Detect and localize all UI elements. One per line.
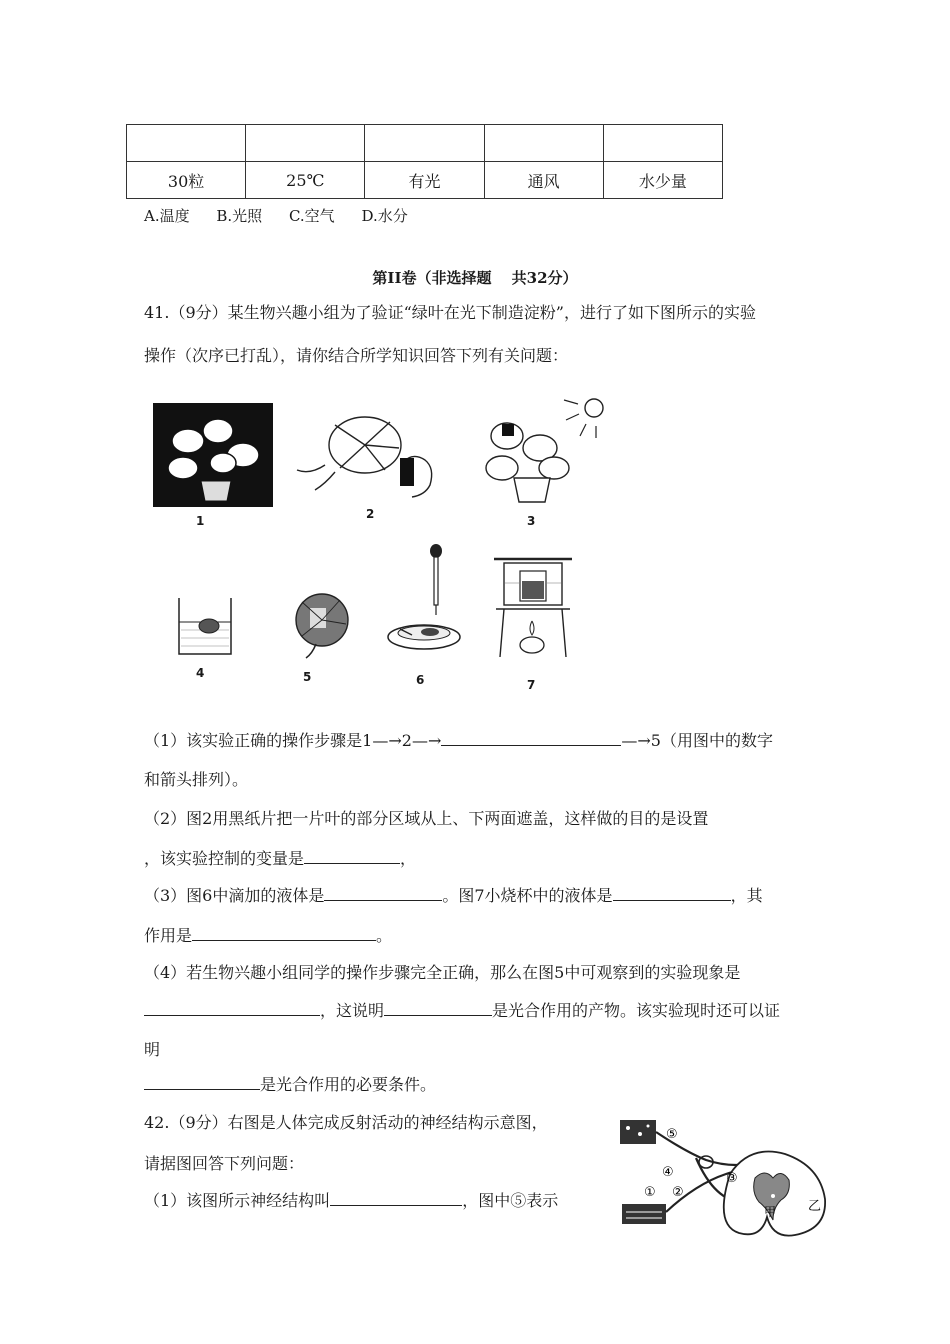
q41-part1-text-b: —→5（用图中的数字 xyxy=(621,731,773,750)
fig4-label: 4 xyxy=(196,666,205,680)
q41-part4-line1: （4）若生物兴趣小组同学的操作步骤完全正确，那么在图5中可观察到的实验现象是 xyxy=(144,963,741,982)
q42-intro-line1: 42.（9分）右图是人体完成反射活动的神经结构示意图， xyxy=(144,1113,548,1132)
option-c: C.空气 xyxy=(288,207,335,225)
table-cell: 30粒 xyxy=(127,162,246,199)
option-b: B.光照 xyxy=(216,207,263,225)
q41-part4-text-c: 是光合作用的产物。该实验现时还可以证 xyxy=(492,1001,781,1020)
q41-intro-line2: 操作（次序已打乱），请你结合所学知识回答下列有关问题： xyxy=(144,346,569,365)
q41-part3-text-c: ，其 xyxy=(730,886,763,905)
table-row xyxy=(127,162,723,199)
q42-intro-line2: 请据图回答下列问题： xyxy=(144,1154,305,1173)
diagram-label-2: ② xyxy=(672,1185,684,1200)
answer-blank[interactable] xyxy=(304,847,400,864)
answer-blank[interactable] xyxy=(384,999,492,1016)
q41-part2-line2 xyxy=(144,846,416,869)
answer-blank[interactable] xyxy=(613,884,731,901)
q41-part4-text-e: 是光合作用的必要条件。 xyxy=(260,1075,437,1094)
answer-blank[interactable] xyxy=(441,729,621,746)
q41-part3-text-e: 。 xyxy=(376,926,393,945)
diagram-label-4: ④ xyxy=(662,1165,674,1180)
q41-part3-text-b: 。图7小烧杯中的液体是 xyxy=(442,886,613,905)
answer-blank[interactable] xyxy=(330,1189,462,1206)
diagram-label-jia: 甲 xyxy=(764,1205,777,1219)
fig5-stained-leaf-illustration xyxy=(292,590,352,662)
table-cell xyxy=(365,125,484,162)
q42-part1-line1 xyxy=(144,1188,558,1211)
q41-part1-line1 xyxy=(144,728,773,751)
q41-part4-line2 xyxy=(144,998,780,1021)
q41-part4-text-b: ，这说明 xyxy=(320,1001,385,1020)
q41-part2-line1: （2）图2用黑纸片把一片叶的部分区域从上、下两面遮盖，这样做的目的是设置 xyxy=(144,809,709,828)
fig4-beaker-illustration xyxy=(175,596,237,658)
reflex-arc-diagram xyxy=(600,1112,840,1252)
q41-part2-text-b: ，该实验控制的变量是 xyxy=(144,849,305,868)
option-a: A.温度 xyxy=(144,207,190,225)
q41-part1-line2: 和箭头排列）。 xyxy=(144,770,249,789)
answer-blank[interactable] xyxy=(144,1073,260,1090)
table-row xyxy=(127,125,723,162)
diagram-label-3: ③ xyxy=(726,1171,738,1186)
q41-part1-text-a: （1）该实验正确的操作步骤是1—→2—→ xyxy=(144,731,442,750)
table-cell: 通风 xyxy=(484,162,603,199)
q41-part3-text-d: 作用是 xyxy=(144,926,193,945)
table-cell xyxy=(127,125,246,162)
answer-blank[interactable] xyxy=(192,924,376,941)
table-cell xyxy=(484,125,603,162)
diagram-label-5: ⑤ xyxy=(666,1127,678,1142)
fig6-label: 6 xyxy=(416,673,425,687)
answer-options xyxy=(144,205,430,226)
table-cell xyxy=(246,125,365,162)
q41-part3-text-a: （3）图6中滴加的液体是 xyxy=(144,886,325,905)
fig6-dropper-dish-illustration xyxy=(384,543,464,661)
fig7-label: 7 xyxy=(527,678,536,692)
q41-part3-line2 xyxy=(144,923,392,946)
fig2-leaf-cover-illustration xyxy=(295,410,445,500)
fig1-dark-box-illustration xyxy=(153,403,273,507)
fig2-label: 2 xyxy=(366,507,375,521)
section-title: 第II卷（非选择题 共32分） xyxy=(372,269,578,287)
q42-part1-text-a: （1）该图所示神经结构叫 xyxy=(144,1191,331,1210)
diagram-label-1: ① xyxy=(644,1185,656,1200)
fig3-label: 3 xyxy=(527,514,536,528)
q41-part2-text-c: ， xyxy=(400,849,417,868)
fig5-label: 5 xyxy=(303,670,312,684)
table-cell: 有光 xyxy=(365,162,484,199)
q41-part3-line1 xyxy=(144,883,763,906)
table-cell: 25℃ xyxy=(246,162,365,199)
answer-blank[interactable] xyxy=(324,884,442,901)
q41-part4-line4 xyxy=(144,1072,436,1095)
q41-part4-line3: 明 xyxy=(144,1040,161,1059)
q41-intro-line1: 41.（9分）某生物兴趣小组为了验证“绿叶在光下制造淀粉”，进行了如下图所示的实验 xyxy=(144,303,756,322)
option-d: D.水分 xyxy=(361,207,408,225)
q42-part1-text-b: ，图中⑤表示 xyxy=(462,1191,559,1210)
fig3-plant-sunlight-illustration xyxy=(482,396,612,508)
conditions-table xyxy=(126,124,723,199)
fig1-label: 1 xyxy=(196,514,205,528)
answer-blank[interactable] xyxy=(144,999,320,1016)
table-cell: 水少量 xyxy=(603,162,722,199)
diagram-label-yi: 乙 xyxy=(808,1199,822,1214)
fig7-water-bath-illustration xyxy=(492,553,574,661)
table-cell xyxy=(603,125,722,162)
